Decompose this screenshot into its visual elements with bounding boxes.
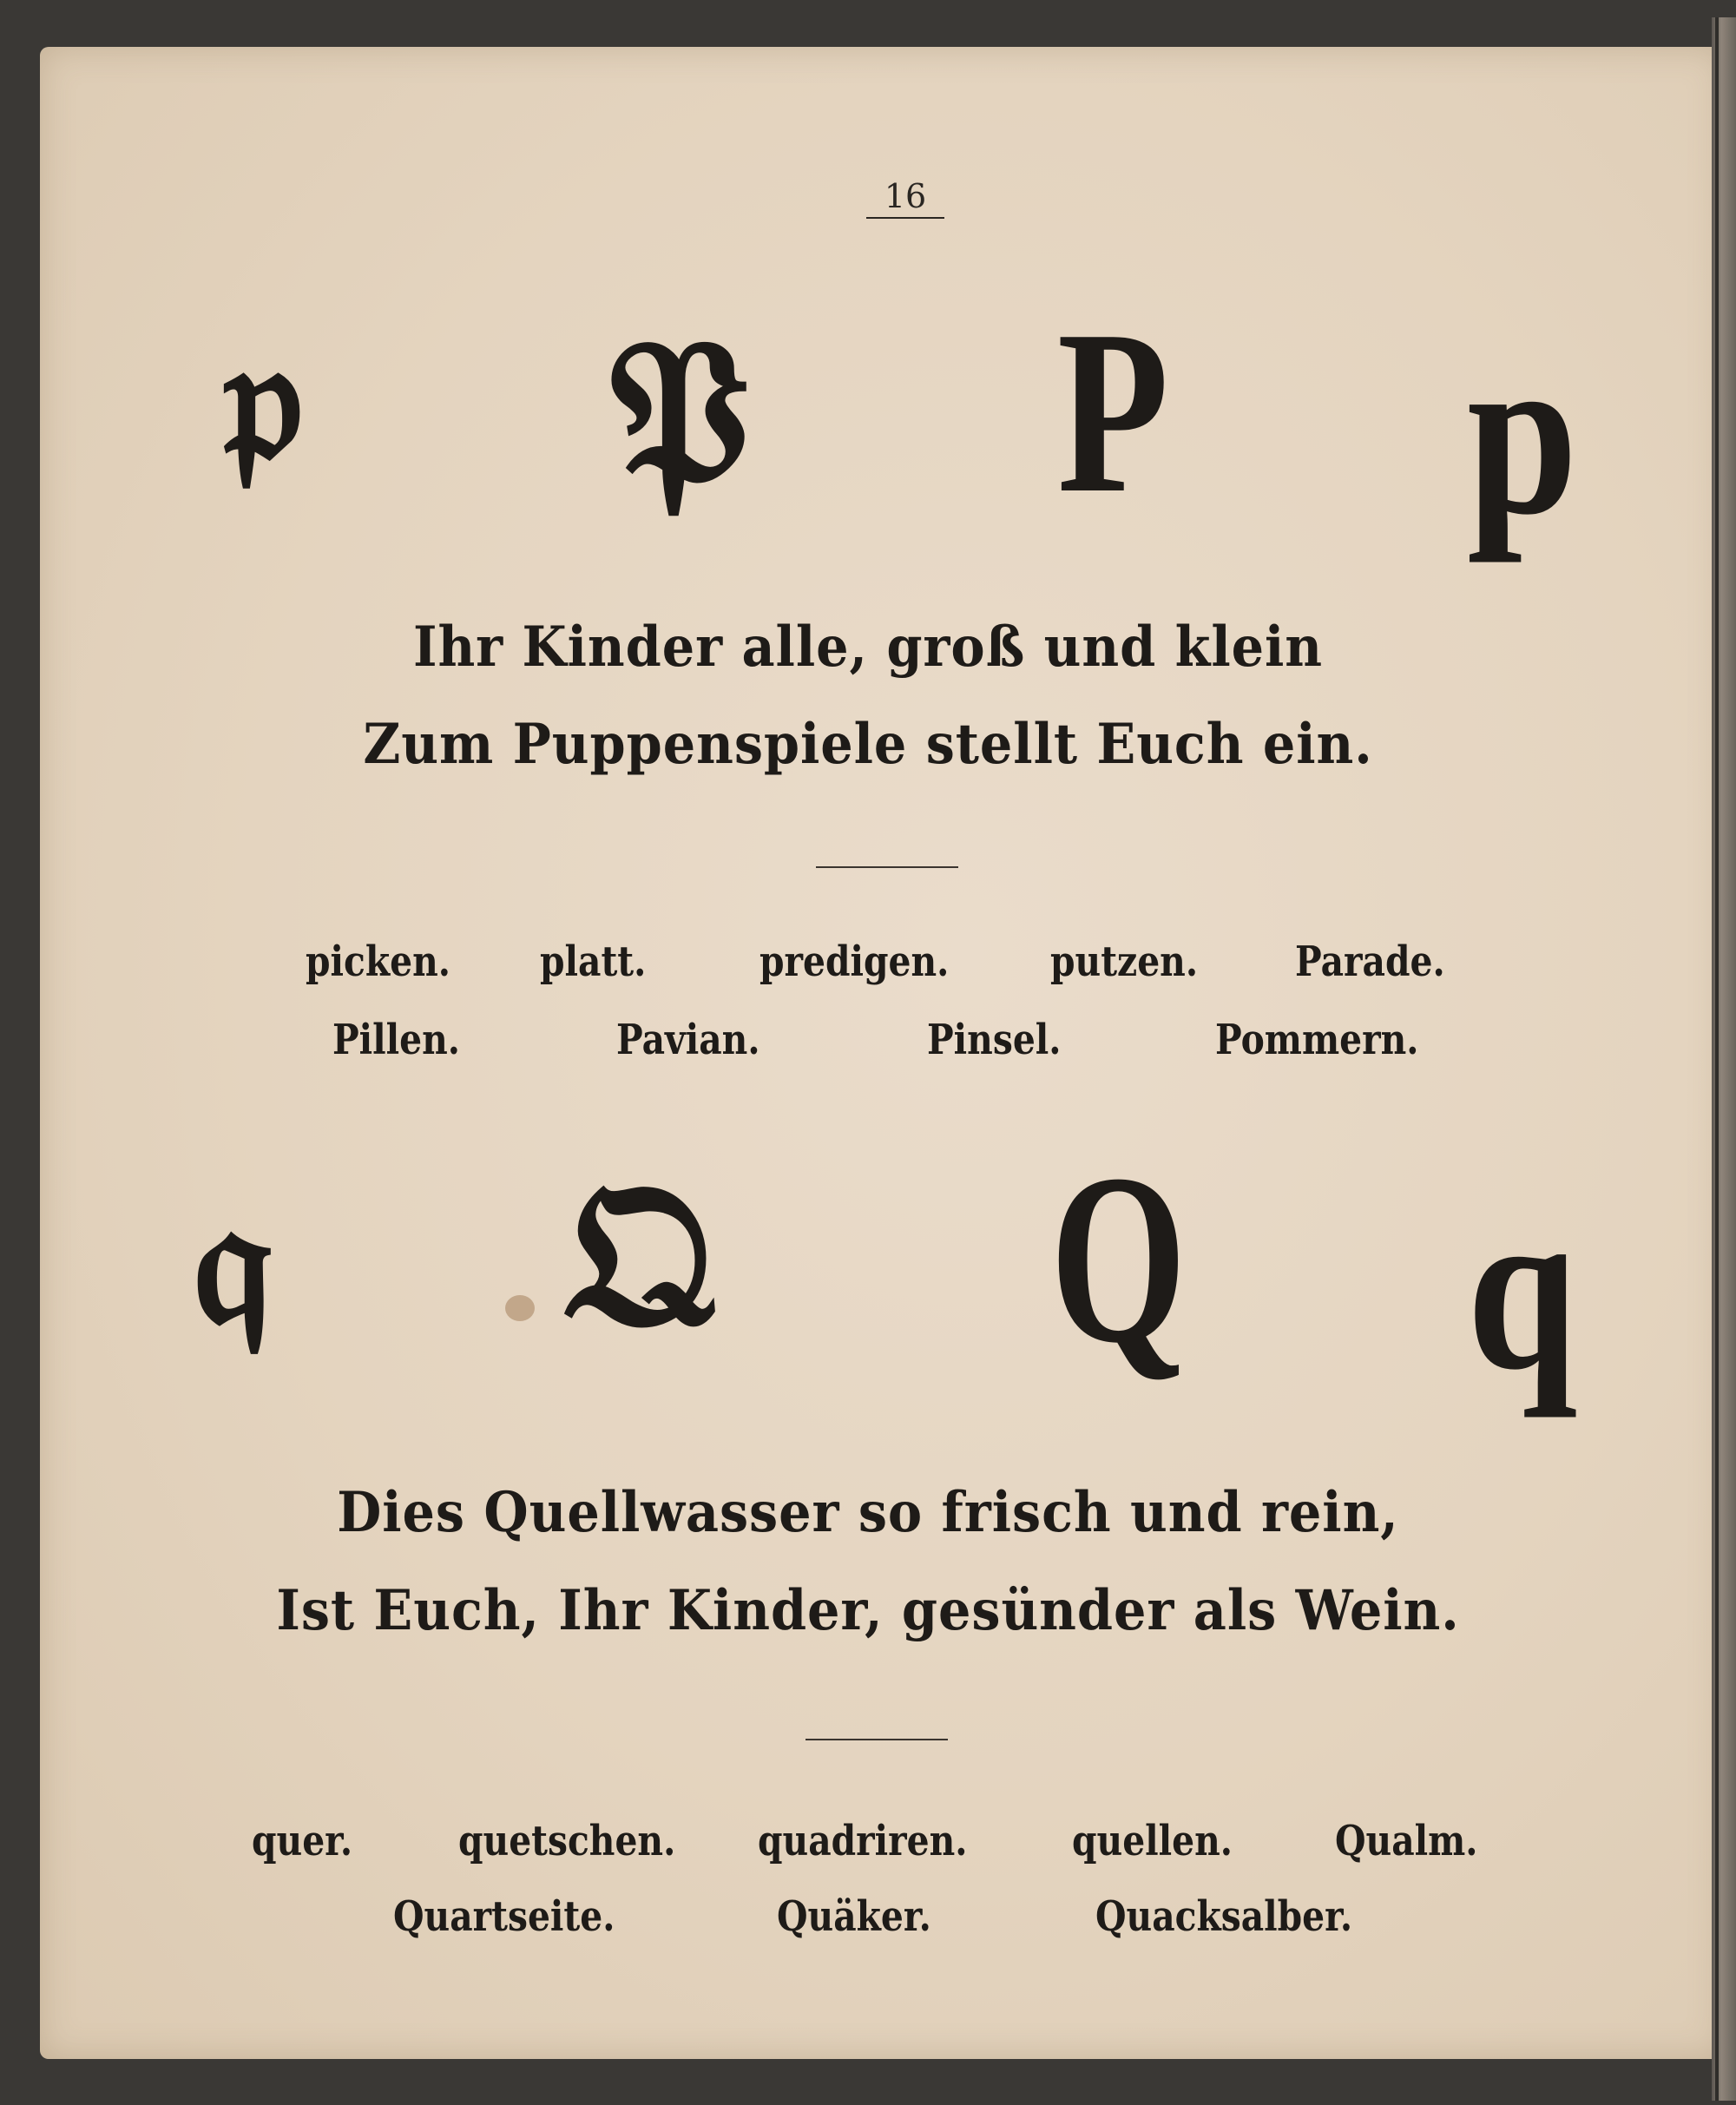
word-q-1: quer.	[252, 1817, 353, 1865]
letter-p-roman-upper: P	[1057, 282, 1169, 542]
divider-p	[816, 866, 958, 868]
word-p-1: picken.	[306, 937, 450, 986]
divider-q	[806, 1739, 948, 1740]
word-q-5: Qualm.	[1335, 1817, 1478, 1865]
spine-line	[1715, 17, 1719, 2101]
letter-q-fraktur-upper: 𝔔	[564, 1137, 713, 1372]
letter-q-fraktur-lower: 𝔮	[193, 1151, 273, 1365]
word-p-5: Parade.	[1295, 937, 1445, 986]
word-p-9: Pommern.	[1215, 1016, 1419, 1064]
word-q-8: Quacksalber.	[1095, 1892, 1353, 1941]
word-p-7: Pavian.	[616, 1016, 760, 1064]
word-q-7: Quäker.	[777, 1892, 931, 1941]
word-q-4: quellen.	[1072, 1817, 1233, 1865]
word-q-3: quadriren.	[758, 1817, 968, 1865]
word-p-2: platt.	[540, 937, 647, 986]
letter-p-fraktur-upper: 𝔓	[608, 295, 750, 530]
letter-p-roman-lower: p	[1467, 304, 1578, 563]
word-p-4: putzen.	[1050, 937, 1199, 986]
letter-q-roman-upper: Q	[1050, 1123, 1187, 1393]
verse-p-line-2: Zum Puppenspiele stellt Euch ein.	[363, 712, 1373, 777]
verse-p-line-1: Ihr Kinder alle, groß und klein	[412, 615, 1324, 680]
letter-p-fraktur-lower: 𝔭	[224, 297, 303, 501]
verse-q-line-2: Ist Euch, Ihr Kinder, gesünder als Wein.	[276, 1578, 1460, 1643]
word-p-6: Pillen.	[332, 1016, 461, 1064]
verse-q-line-1: Dies Quellwasser so frisch und rein,	[337, 1480, 1399, 1545]
word-p-8: Pinsel.	[927, 1016, 1062, 1064]
paper-stain	[505, 1295, 535, 1321]
word-p-3: predigen.	[760, 937, 950, 986]
page-number: 16	[866, 177, 944, 219]
letter-q-roman-lower: q	[1467, 1159, 1578, 1418]
word-q-2: quetschen.	[458, 1817, 676, 1865]
word-q-6: Quartseite.	[393, 1892, 615, 1941]
